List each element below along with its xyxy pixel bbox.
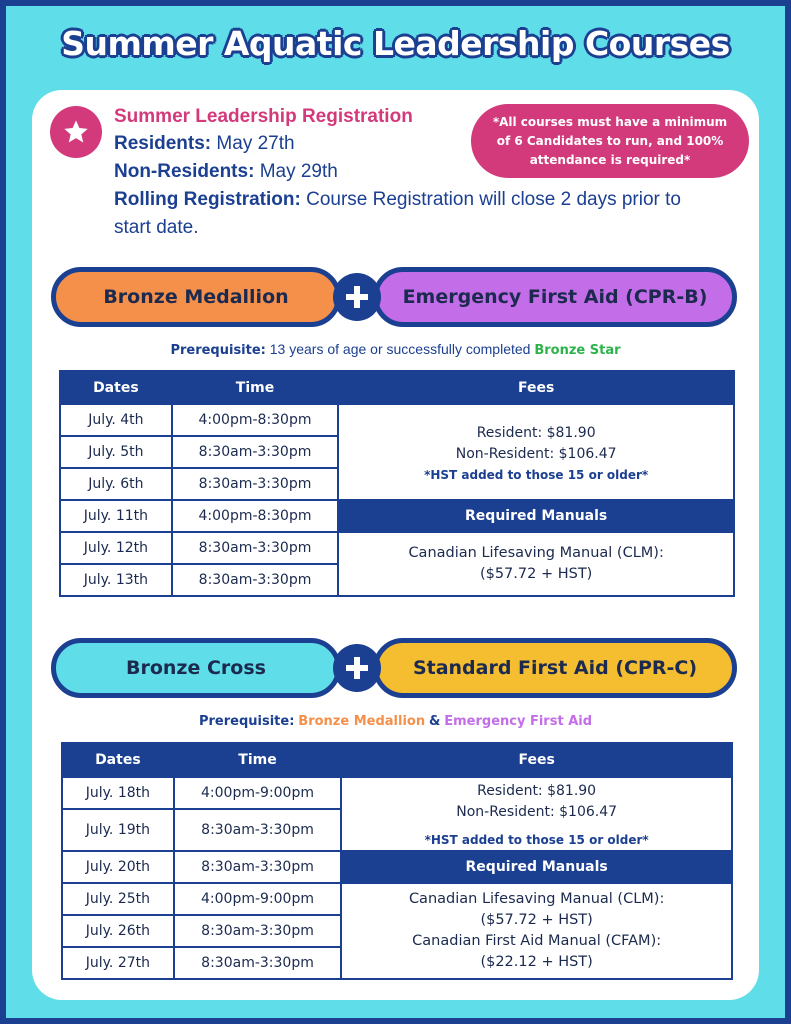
- course2-left-pill: Bronze Cross: [51, 638, 341, 698]
- plus-icon: [343, 654, 371, 682]
- notice-line: *All courses must have a minimum: [492, 115, 728, 129]
- rolling-line: [114, 186, 714, 242]
- course2-schedule-table: [61, 742, 733, 980]
- star-badge: [50, 106, 102, 158]
- time-cell: 8:30am-3:30pm: [174, 947, 342, 979]
- date-cell: July. 25th: [62, 883, 174, 915]
- plus-icon: [343, 283, 371, 311]
- time-cell: 4:00pm-9:00pm: [174, 883, 342, 915]
- fee-resident: Resident: $81.90: [476, 424, 596, 441]
- date-cell: July. 4th: [60, 404, 172, 436]
- course2-right-pill: Standard First Aid (CPR-C): [373, 638, 737, 698]
- time-cell: 8:30am-3:30pm: [174, 915, 342, 947]
- time-cell: 8:30am-3:30pm: [172, 436, 339, 468]
- dates-header: Dates: [62, 743, 174, 777]
- time-cell: 8:30am-3:30pm: [172, 564, 339, 596]
- course1-right-pill: Emergency First Aid (CPR-B): [373, 267, 737, 327]
- prereq-label: Prerequisite:: [198, 714, 295, 729]
- manuals-cell: [341, 883, 732, 979]
- residents-date: May 27th: [216, 133, 295, 154]
- nonresidents-label: Non-Residents:: [114, 161, 255, 182]
- table-row: [60, 532, 734, 564]
- time-cell: 8:30am-3:30pm: [172, 468, 339, 500]
- time-cell: 4:00pm-9:00pm: [174, 777, 342, 809]
- prereq-text: 13 years of age or successfully completed: [269, 341, 531, 357]
- course2-prerequisite: [0, 712, 791, 729]
- residents-label: Residents:: [114, 133, 212, 154]
- nonresidents-date: May 29th: [259, 161, 338, 182]
- dates-header: Dates: [60, 371, 172, 404]
- prereq-course: Emergency First Aid: [444, 714, 593, 729]
- course1-left-pill: Bronze Medallion: [51, 267, 341, 327]
- manual-line: ($57.72 + HST): [479, 566, 593, 582]
- manual-line: Canadian Lifesaving Manual (CLM):: [408, 545, 664, 561]
- manual-line: Canadian First Aid Manual (CFAM):: [412, 933, 662, 949]
- course1-prerequisite: [0, 341, 791, 358]
- date-cell: July. 5th: [60, 436, 172, 468]
- date-cell: July. 11th: [60, 500, 172, 532]
- fees-cell: [341, 777, 732, 851]
- fees-header: Fees: [338, 371, 734, 404]
- plus-badge: [333, 273, 381, 321]
- table-row: [62, 883, 732, 915]
- table-row: [62, 777, 732, 809]
- table-row: [62, 851, 732, 883]
- manual-line: ($57.72 + HST): [480, 912, 593, 928]
- course2-header: [51, 638, 741, 698]
- prereq-label: Prerequisite:: [170, 343, 266, 358]
- plus-badge: [333, 644, 381, 692]
- date-cell: July. 27th: [62, 947, 174, 979]
- time-cell: 8:30am-3:30pm: [174, 809, 342, 851]
- prereq-course: Bronze Star: [534, 343, 621, 358]
- manuals-cell: [338, 532, 734, 596]
- minimum-notice: [471, 104, 749, 178]
- registration-heading: Summer Leadership Registration: [114, 106, 413, 127]
- manuals-header: Required Manuals: [338, 500, 734, 532]
- time-header: Time: [174, 743, 342, 777]
- table-header-row: [62, 743, 732, 777]
- prereq-amp: &: [429, 714, 441, 729]
- time-cell: 4:00pm-8:30pm: [172, 404, 339, 436]
- time-cell: 8:30am-3:30pm: [172, 532, 339, 564]
- date-cell: July. 12th: [60, 532, 172, 564]
- course1-header: [51, 267, 741, 327]
- manuals-header: Required Manuals: [341, 851, 732, 883]
- rolling-text: Course Registration will close 2 days prior to start date.: [114, 189, 681, 238]
- fee-nonresident: Non-Resident: $106.47: [455, 445, 617, 462]
- rolling-label: Rolling Registration:: [114, 189, 301, 210]
- course1-schedule-table: [59, 370, 735, 597]
- table-header-row: [60, 371, 734, 404]
- hst-note: *HST added to those 15 or older*: [424, 467, 649, 482]
- manual-line: ($22.12 + HST): [480, 954, 593, 970]
- fees-cell: [338, 404, 734, 500]
- date-cell: July. 18th: [62, 777, 174, 809]
- date-cell: July. 19th: [62, 809, 174, 851]
- star-icon: [62, 118, 90, 146]
- fee-resident: Resident: $81.90: [477, 783, 597, 799]
- prereq-course: Bronze Medallion: [298, 714, 426, 729]
- table-row: [60, 404, 734, 436]
- table-row: [60, 500, 734, 532]
- page-title: Summer Aquatic Leadership Courses: [61, 24, 730, 63]
- date-cell: July. 13th: [60, 564, 172, 596]
- date-cell: July. 26th: [62, 915, 174, 947]
- time-header: Time: [172, 371, 339, 404]
- notice-line: attendance is required*: [529, 153, 691, 167]
- fee-nonresident: Non-Resident: $106.47: [456, 804, 618, 820]
- time-cell: 4:00pm-8:30pm: [172, 500, 339, 532]
- notice-line: of 6 Candidates to run, and 100%: [496, 134, 724, 148]
- fees-header: Fees: [341, 743, 732, 777]
- date-cell: July. 6th: [60, 468, 172, 500]
- date-cell: July. 20th: [62, 851, 174, 883]
- manual-line: Canadian Lifesaving Manual (CLM):: [408, 891, 665, 907]
- time-cell: 8:30am-3:30pm: [174, 851, 342, 883]
- hst-note: *HST added to those 15 or older*: [424, 833, 649, 847]
